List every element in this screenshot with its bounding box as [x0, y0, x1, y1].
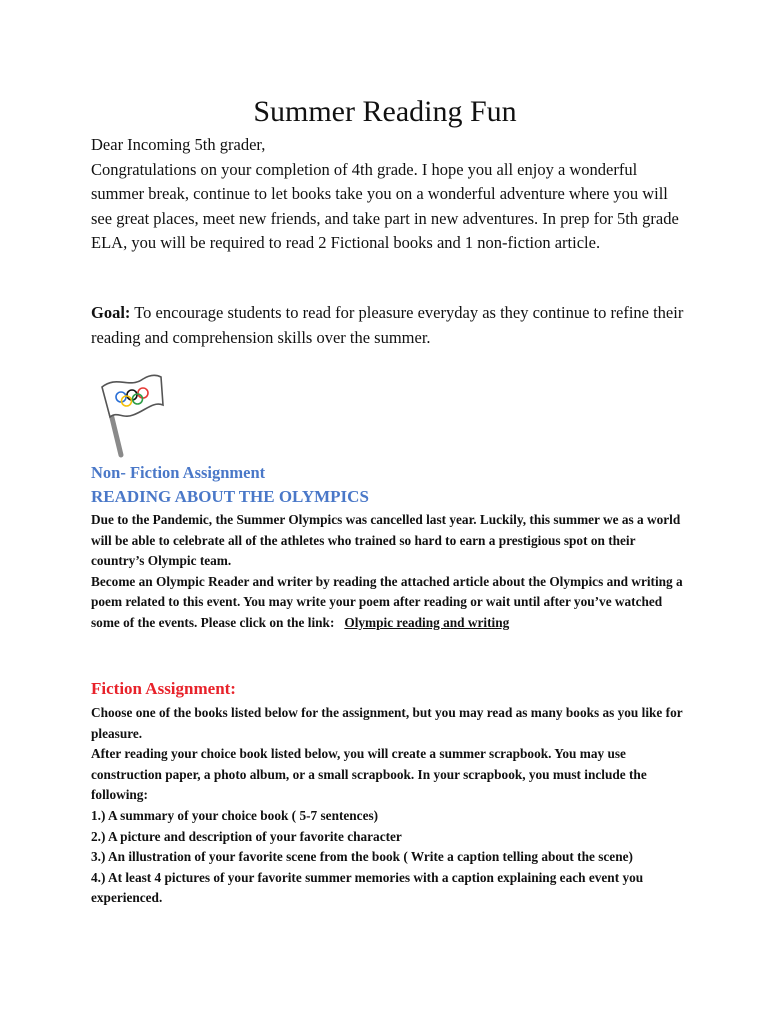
page-title: Summer Reading Fun — [253, 95, 517, 128]
olympic-flag-icon — [91, 365, 171, 459]
goal-label: Goal: — [91, 303, 131, 322]
greeting: Dear Incoming 5th grader, — [91, 135, 266, 154]
olympic-reading-link[interactable]: Olympic reading and writing — [344, 614, 510, 630]
fiction-paragraph-2: After reading your choice book listed below, you will create a summer scrapbook. You may use construction paper, a photo album, or a small scrapbook. In your scrapbook, you must include the following: — [91, 746, 647, 803]
nonfiction-paragraph-1: Due to the Pandemic, the Summer Olympics was cancelled last year. Luckily, this summer we as a world will be able to celebrate all of the athletes who trained so hard to earn a prestigious spot on their country’s Olympic team. — [91, 512, 681, 568]
nonfiction-body — [91, 510, 691, 633]
goal-paragraph — [91, 301, 691, 350]
intro-section — [91, 133, 691, 256]
fiction-body — [91, 703, 691, 909]
intro-paragraph: Congratulations on your completion of 4th grade. I hope you all enjoy a wonderful summer break, continue to let books take you on a wonderful adventure where you will see great places, meet new friends, and take part in new adventures. In prep for 5th grade ELA, you will be required to read 2 Fictional books and 1 non-fiction article. — [91, 159, 679, 252]
nonfiction-heading: Non- Fiction Assignment — [91, 463, 266, 482]
nonfiction-subheading: READING ABOUT THE OLYMPICS — [91, 487, 369, 506]
olympic-flag-graphic — [91, 365, 171, 459]
list-item: 3.) An illustration of your favorite scene from the book ( Write a caption telling about the scene) — [91, 849, 633, 865]
nonfiction-paragraph-2 — [91, 572, 691, 634]
goal-section — [91, 301, 691, 350]
fiction-paragraph-1: Choose one of the books listed below for the assignment, but you may read as many books as you like for pleasure. — [91, 705, 683, 741]
nonfiction-paragraph-2-text: Become an Olympic Reader and writer by reading the attached article about the Olympics and writing a poem related to this event. You may write your poem after reading or wait until after you’ve watched some of the events. Please click on the link: — [91, 573, 687, 630]
nonfiction-heading-block — [91, 461, 691, 509]
goal-text: To encourage students to read for pleasure everyday as they continue to refine their reading and comprehension skills over the summer. — [91, 303, 684, 347]
list-item: 1.) A summary of your choice book ( 5-7 sentences) — [91, 807, 379, 823]
list-item: 4.) At least 4 pictures of your favorite summer memories with a caption explaining each event you experienced. — [91, 869, 644, 906]
fiction-heading: Fiction Assignment: — [91, 679, 236, 698]
list-item: 2.) A picture and description of your favorite character — [91, 828, 402, 844]
